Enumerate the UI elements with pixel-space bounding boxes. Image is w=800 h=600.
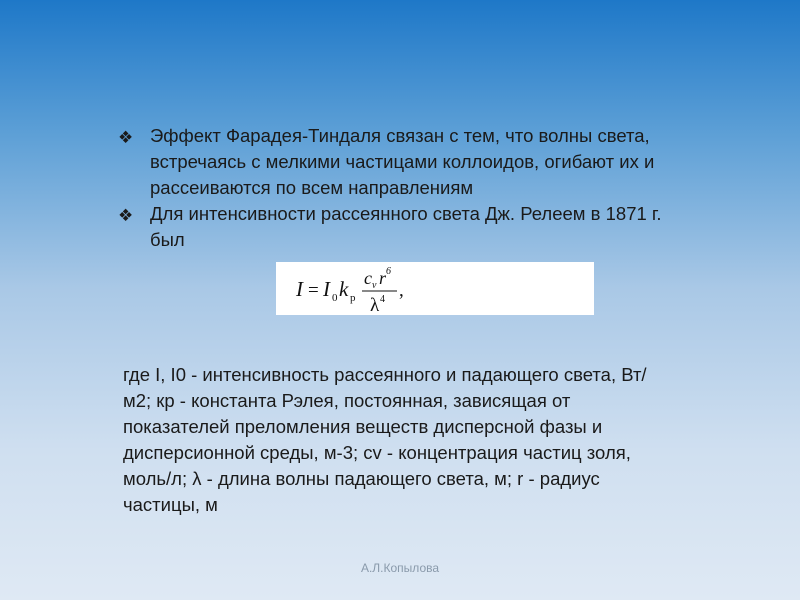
formula-c: c: [364, 268, 372, 288]
rayleigh-formula-image: [276, 262, 594, 315]
rayleigh-formula: [276, 262, 594, 315]
bullet-text: Эффект Фарадея-Тиндаля связан с тем, что волны света, встречаясь с мелкими частицами коллоидов, огибают их и рассеиваются по всем направлениям: [150, 125, 655, 198]
formula-I0: I: [323, 277, 330, 301]
diamond-bullet-icon: ❖: [118, 206, 134, 226]
formula-lambda-sup: 4: [380, 294, 385, 305]
bullet-item-faraday-tyndall: [118, 123, 698, 201]
formula-k: k: [339, 277, 349, 301]
bullet-item-rayleigh: [118, 201, 698, 253]
formula-comma: ,: [399, 280, 404, 301]
variable-description: где I, I0 - интенсивность рассеянного и падающего света, Вт/м2; кр - константа Рэлея, постоянная, зависящая от показателей преломления веществ дисперсной фазы и дисперсионной среды, м-3; cv - концентрация частиц золя, моль/л; λ - длина волны падающего света, м; r - радиус частицы, м: [123, 364, 647, 515]
formula-c-sub: v: [372, 280, 377, 291]
formula-r-sup: 6: [386, 266, 391, 277]
author-footer: А.Л.Копылова: [360, 561, 440, 575]
formula-r: r: [379, 268, 387, 288]
formula-k-sub: p: [350, 292, 356, 304]
formula-lambda: λ: [370, 295, 380, 315]
formula-equals: =: [308, 280, 319, 301]
formula-I0-sub: 0: [332, 292, 338, 304]
bullet-list: [118, 123, 698, 253]
bullet-text: Для интенсивности рассеянного света Дж. Релеем в 1871 г. был: [150, 203, 662, 250]
formula-I: I: [296, 277, 303, 301]
diamond-bullet-icon: ❖: [118, 128, 134, 148]
